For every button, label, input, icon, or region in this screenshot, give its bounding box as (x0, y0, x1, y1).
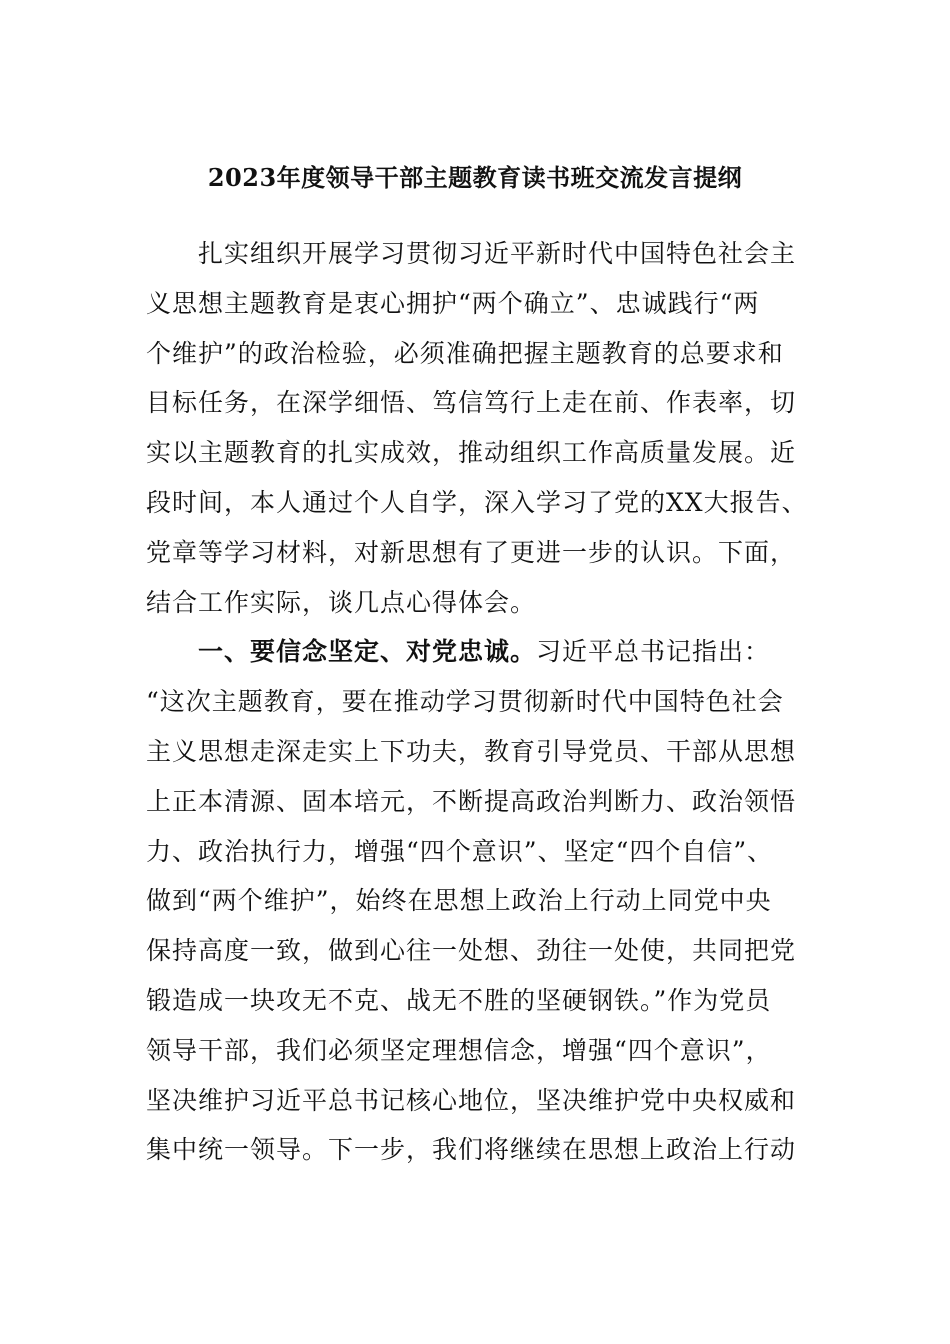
paragraph-line: 力、政治执行力，增强“四个意识”、坚定“四个自信”、 (146, 836, 774, 866)
paragraph-line: 个维护”的政治检验，必须准确把握主题教育的总要求和 (146, 338, 784, 368)
paragraph-line: 扎实组织开展学习贯彻习近平新时代中国特色社会主 (198, 239, 797, 268)
section-heading: 一、要信念坚定、对党忠诚。 (198, 637, 537, 667)
document-title: 2023年度领导干部主题教育读书班交流发言提纲 (207, 163, 743, 192)
section-heading-rest: 习近平总书记指出： (536, 637, 771, 667)
paragraph-line: 义思想主题教育是衷心拥护“两个确立”、忠诚践行“两 (146, 288, 760, 318)
paragraph-line: 坚决维护习近平总书记核心地位，坚决维护党中央权威和 (146, 1085, 797, 1115)
paragraph-line: 段时间，本人通过个人自学，深入学习了党的XX大报告、 (146, 487, 808, 517)
paragraph-line: 锻造成一块攻无不克、战无不胜的坚硬钢铁。”作为党员 (146, 985, 772, 1015)
paragraph-line: 党章等学习材料，对新思想有了更进一步的认识。下面， (146, 537, 797, 567)
paragraph-line: 主义思想走深走实上下功夫，教育引导党员、干部从思想 (146, 736, 797, 766)
paragraph-line: 集中统一领导。下一步，我们将继续在思想上政治上行动 (146, 1135, 797, 1165)
paragraph-line: 结合工作实际，谈几点心得体会。 (146, 587, 537, 617)
paragraph-line: 目标任务，在深学细悟、笃信笃行上走在前、作表率，切 (146, 388, 797, 418)
paragraph-line: 上正本清源、固本培元，不断提高政治判断力、政治领悟 (146, 786, 797, 816)
paragraph-line: “这次主题教育，要在推动学习贯彻新时代中国特色社会 (146, 687, 784, 717)
document-body (146, 229, 808, 1175)
paragraph-line: 实以主题教育的扎实成效，推动组织工作高质量发展。近 (146, 438, 797, 468)
paragraph-line: 保持高度一致，做到心往一处想、劲往一处使，共同把党 (146, 936, 797, 966)
paragraph-line: 做到“两个维护”，始终在思想上政治上行动上同党中央 (146, 886, 772, 916)
section-heading-line (146, 627, 794, 677)
paragraph-line: 领导干部，我们必须坚定理想信念，增强“四个意识”， (146, 1035, 772, 1065)
